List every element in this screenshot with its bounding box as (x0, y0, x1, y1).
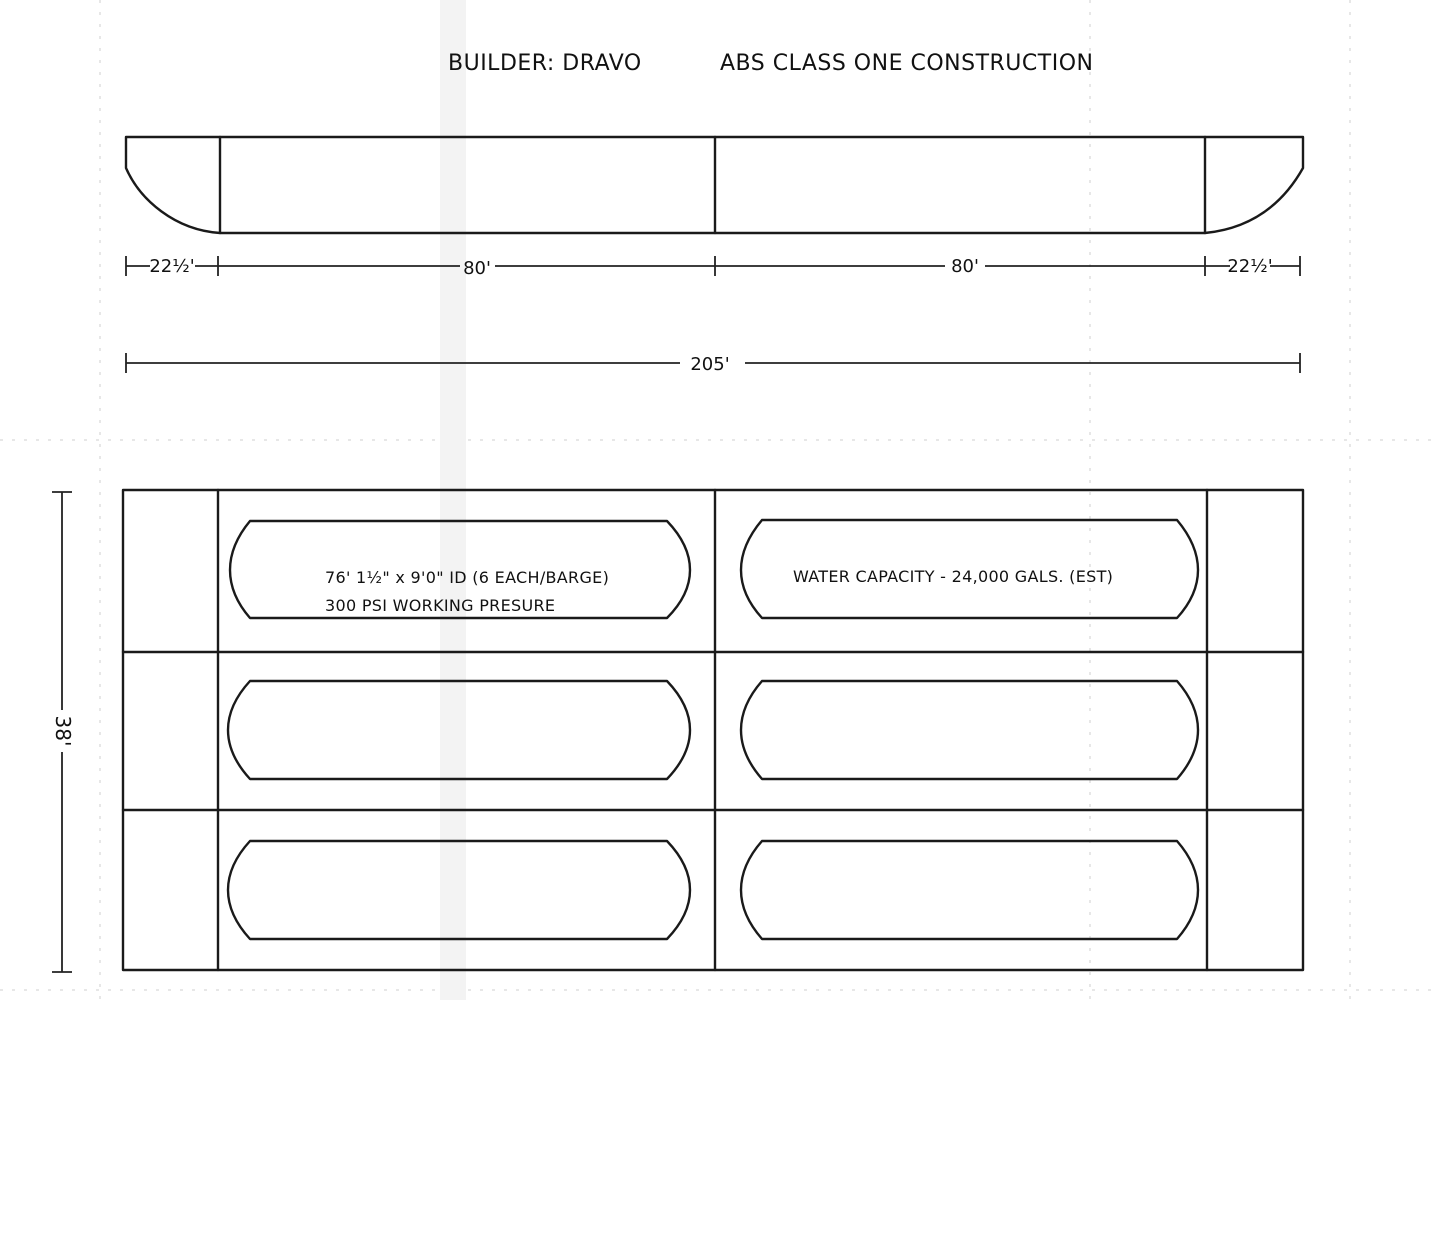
deck-outline (123, 490, 1303, 970)
side-elevation (126, 137, 1303, 233)
dim-mid-left: 80' (463, 258, 491, 279)
dim-overall: 205' (690, 354, 730, 375)
construction-title: ABS CLASS ONE CONSTRUCTION (720, 51, 1094, 76)
plan-view (123, 490, 1303, 970)
dim-left-end: 22½' (149, 256, 195, 277)
tank (741, 841, 1198, 939)
pressure-spec: 300 PSI WORKING PRESURE (325, 596, 556, 615)
dim-mid-right: 80' (951, 256, 979, 277)
beam-dimension (51, 492, 75, 972)
tank (741, 681, 1198, 779)
overall-dimension (126, 353, 1300, 375)
dim-beam: 38' (51, 715, 75, 747)
section-dimensions (126, 256, 1300, 279)
dim-right-end: 22½' (1227, 256, 1273, 277)
tank-spec: 76' 1½" x 9'0" ID (6 EACH/BARGE) (325, 568, 610, 587)
builder-title: BUILDER: DRAVO (448, 51, 642, 76)
water-capacity: WATER CAPACITY - 24,000 GALS. (EST) (793, 567, 1114, 586)
paper-fold (440, 0, 466, 1000)
